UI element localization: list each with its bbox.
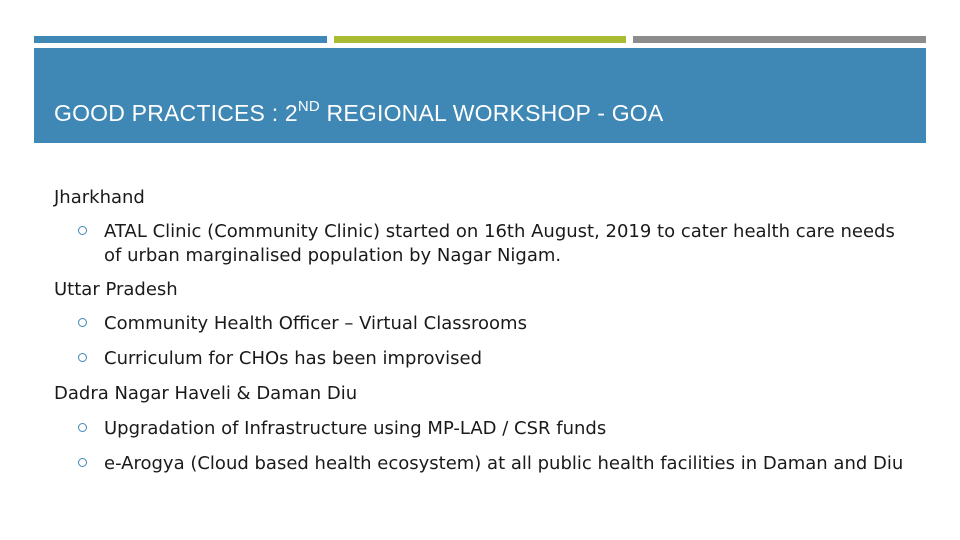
list-item [54, 452, 914, 476]
circle-bullet-icon [78, 318, 87, 327]
region-heading-uttar-pradesh: Uttar Pradesh [54, 279, 178, 300]
accent-bar-green [334, 36, 626, 43]
accent-bar-blue [34, 36, 327, 43]
title-suffix: REGIONAL WORKSHOP - GOA [319, 100, 664, 126]
list-item [54, 220, 914, 268]
region-heading-dadra-nagar-haveli: Dadra Nagar Haveli & Daman Diu [54, 383, 358, 404]
list-item-text: Community Health Officer – Virtual Classrooms [104, 313, 527, 334]
list-item-text: Curriculum for CHOs has been improvised [104, 348, 483, 369]
list-item-text: Upgradation of Infrastructure using MP-LAD / CSR funds [104, 418, 607, 439]
accent-bar-gray [633, 36, 926, 43]
circle-bullet-icon [78, 423, 87, 432]
circle-bullet-icon [78, 458, 87, 467]
circle-bullet-icon [78, 353, 87, 362]
title-superscript: ND [297, 98, 320, 115]
title-banner [34, 48, 926, 143]
bullet-list-dadra-nagar-haveli [54, 417, 914, 476]
slide-title [54, 100, 663, 127]
bullet-list-jharkhand [54, 220, 914, 268]
list-item-text: ATAL Clinic (Community Clinic) started on 16th August, 2019 to cater health care needs of urban marginalised population by Nagar Nigam. [104, 221, 895, 266]
region-heading-jharkhand: Jharkhand [54, 187, 145, 208]
bullet-list-uttar-pradesh [54, 312, 914, 371]
list-item [54, 417, 914, 441]
circle-bullet-icon [78, 226, 87, 235]
title-prefix: GOOD PRACTICES : 2 [54, 100, 298, 126]
list-item-text: e-Arogya (Cloud based health ecosystem) at all public health facilities in Daman and Diu [104, 453, 904, 474]
list-item [54, 312, 914, 336]
slide-body [54, 186, 914, 476]
list-item [54, 347, 914, 371]
